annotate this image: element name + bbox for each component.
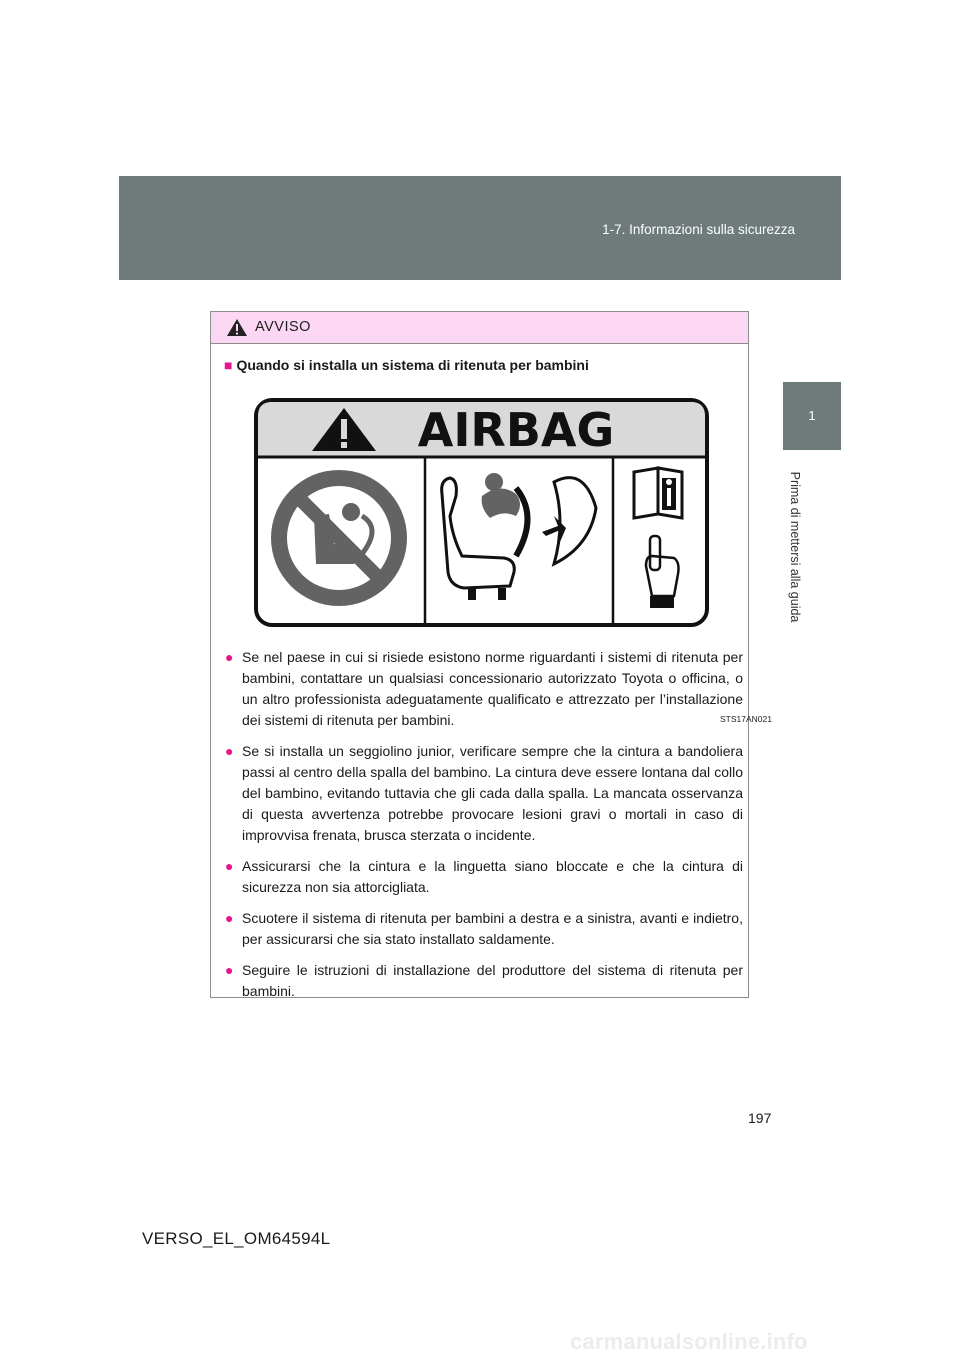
bullet-text: Se nel paese in cui si risiede esistono norme riguardanti i sistemi di ritenuta per bambini, contattare un qualsiasi concessionario autorizzato Toyota o officina, o un altro professionista adeguatamente qualificato e attrezzato per l’installazione dei sistemi di ritenuta per bambini.: [242, 649, 743, 728]
bullet-dot-icon: ●: [225, 743, 234, 759]
chapter-title: Prima di mettersi alla guida: [788, 471, 802, 623]
illustration-code: STS17AN021: [720, 714, 772, 724]
list-item: [225, 856, 743, 898]
list-item: [225, 647, 743, 731]
list-item: [225, 960, 743, 1002]
bullet-text: Scuotere il sistema di ritenuta per bambini a destra e a sinistra, avanti e indietro, per assicurarsi che sia stato installato saldamente.: [242, 910, 743, 947]
header-bar: [119, 176, 841, 280]
airbag-label-graphic: [254, 396, 736, 636]
no-child-seat-icon: [271, 470, 407, 606]
bullet-dot-icon: ●: [225, 962, 234, 978]
bullet-text: Seguire le istruzioni di installazione del produttore del sistema di ritenuta per bambini.: [242, 962, 743, 999]
watermark: carmanualsonline.info: [570, 1329, 808, 1354]
bullet-dot-icon: ●: [225, 649, 234, 665]
warning-title: AVVISO: [255, 319, 311, 335]
warning-triangle-icon: [226, 318, 248, 337]
chapter-title-vertical: [786, 452, 804, 642]
section-title-header: 1-7. Informazioni sulla sicurezza: [602, 222, 795, 237]
bullet-dot-icon: ●: [225, 858, 234, 874]
warning-header: [211, 312, 748, 344]
warning-box: [210, 311, 772, 999]
page-number: 197: [748, 1110, 772, 1126]
bullet-text: Se si installa un seggiolino junior, verificare sempre che la cintura a bandoliera passi al centro della spalla del bambino. La cintura deve essere lontana dal collo del bambino, evitando tuttavia che gli cada dalla spalla. La mancata osservanza di questa avvertenza potrebbe provocare lesioni gravi o mortali in caso di improvvisa frenata, brusca sterzata o incidente.: [242, 743, 743, 843]
chapter-number: 1: [808, 408, 816, 423]
warning-section-title: [224, 357, 589, 373]
bullet-text: Assicurarsi che la cintura e la linguetta siano bloccate e che la cintura di sicurezza non sia attorcigliata.: [242, 858, 743, 895]
chapter-tab: [783, 382, 841, 450]
document-code: VERSO_EL_OM64594L: [142, 1229, 331, 1248]
bullet-dot-icon: ●: [225, 910, 234, 926]
list-item: [225, 908, 743, 950]
square-bullet-icon: ■: [224, 357, 233, 373]
list-item: [225, 741, 743, 846]
warning-bullet-list: [225, 647, 743, 1012]
airbag-label-heading: AIRBAG: [417, 403, 615, 457]
section-title-text: Quando si installa un sistema di ritenuta per bambini: [236, 357, 589, 373]
